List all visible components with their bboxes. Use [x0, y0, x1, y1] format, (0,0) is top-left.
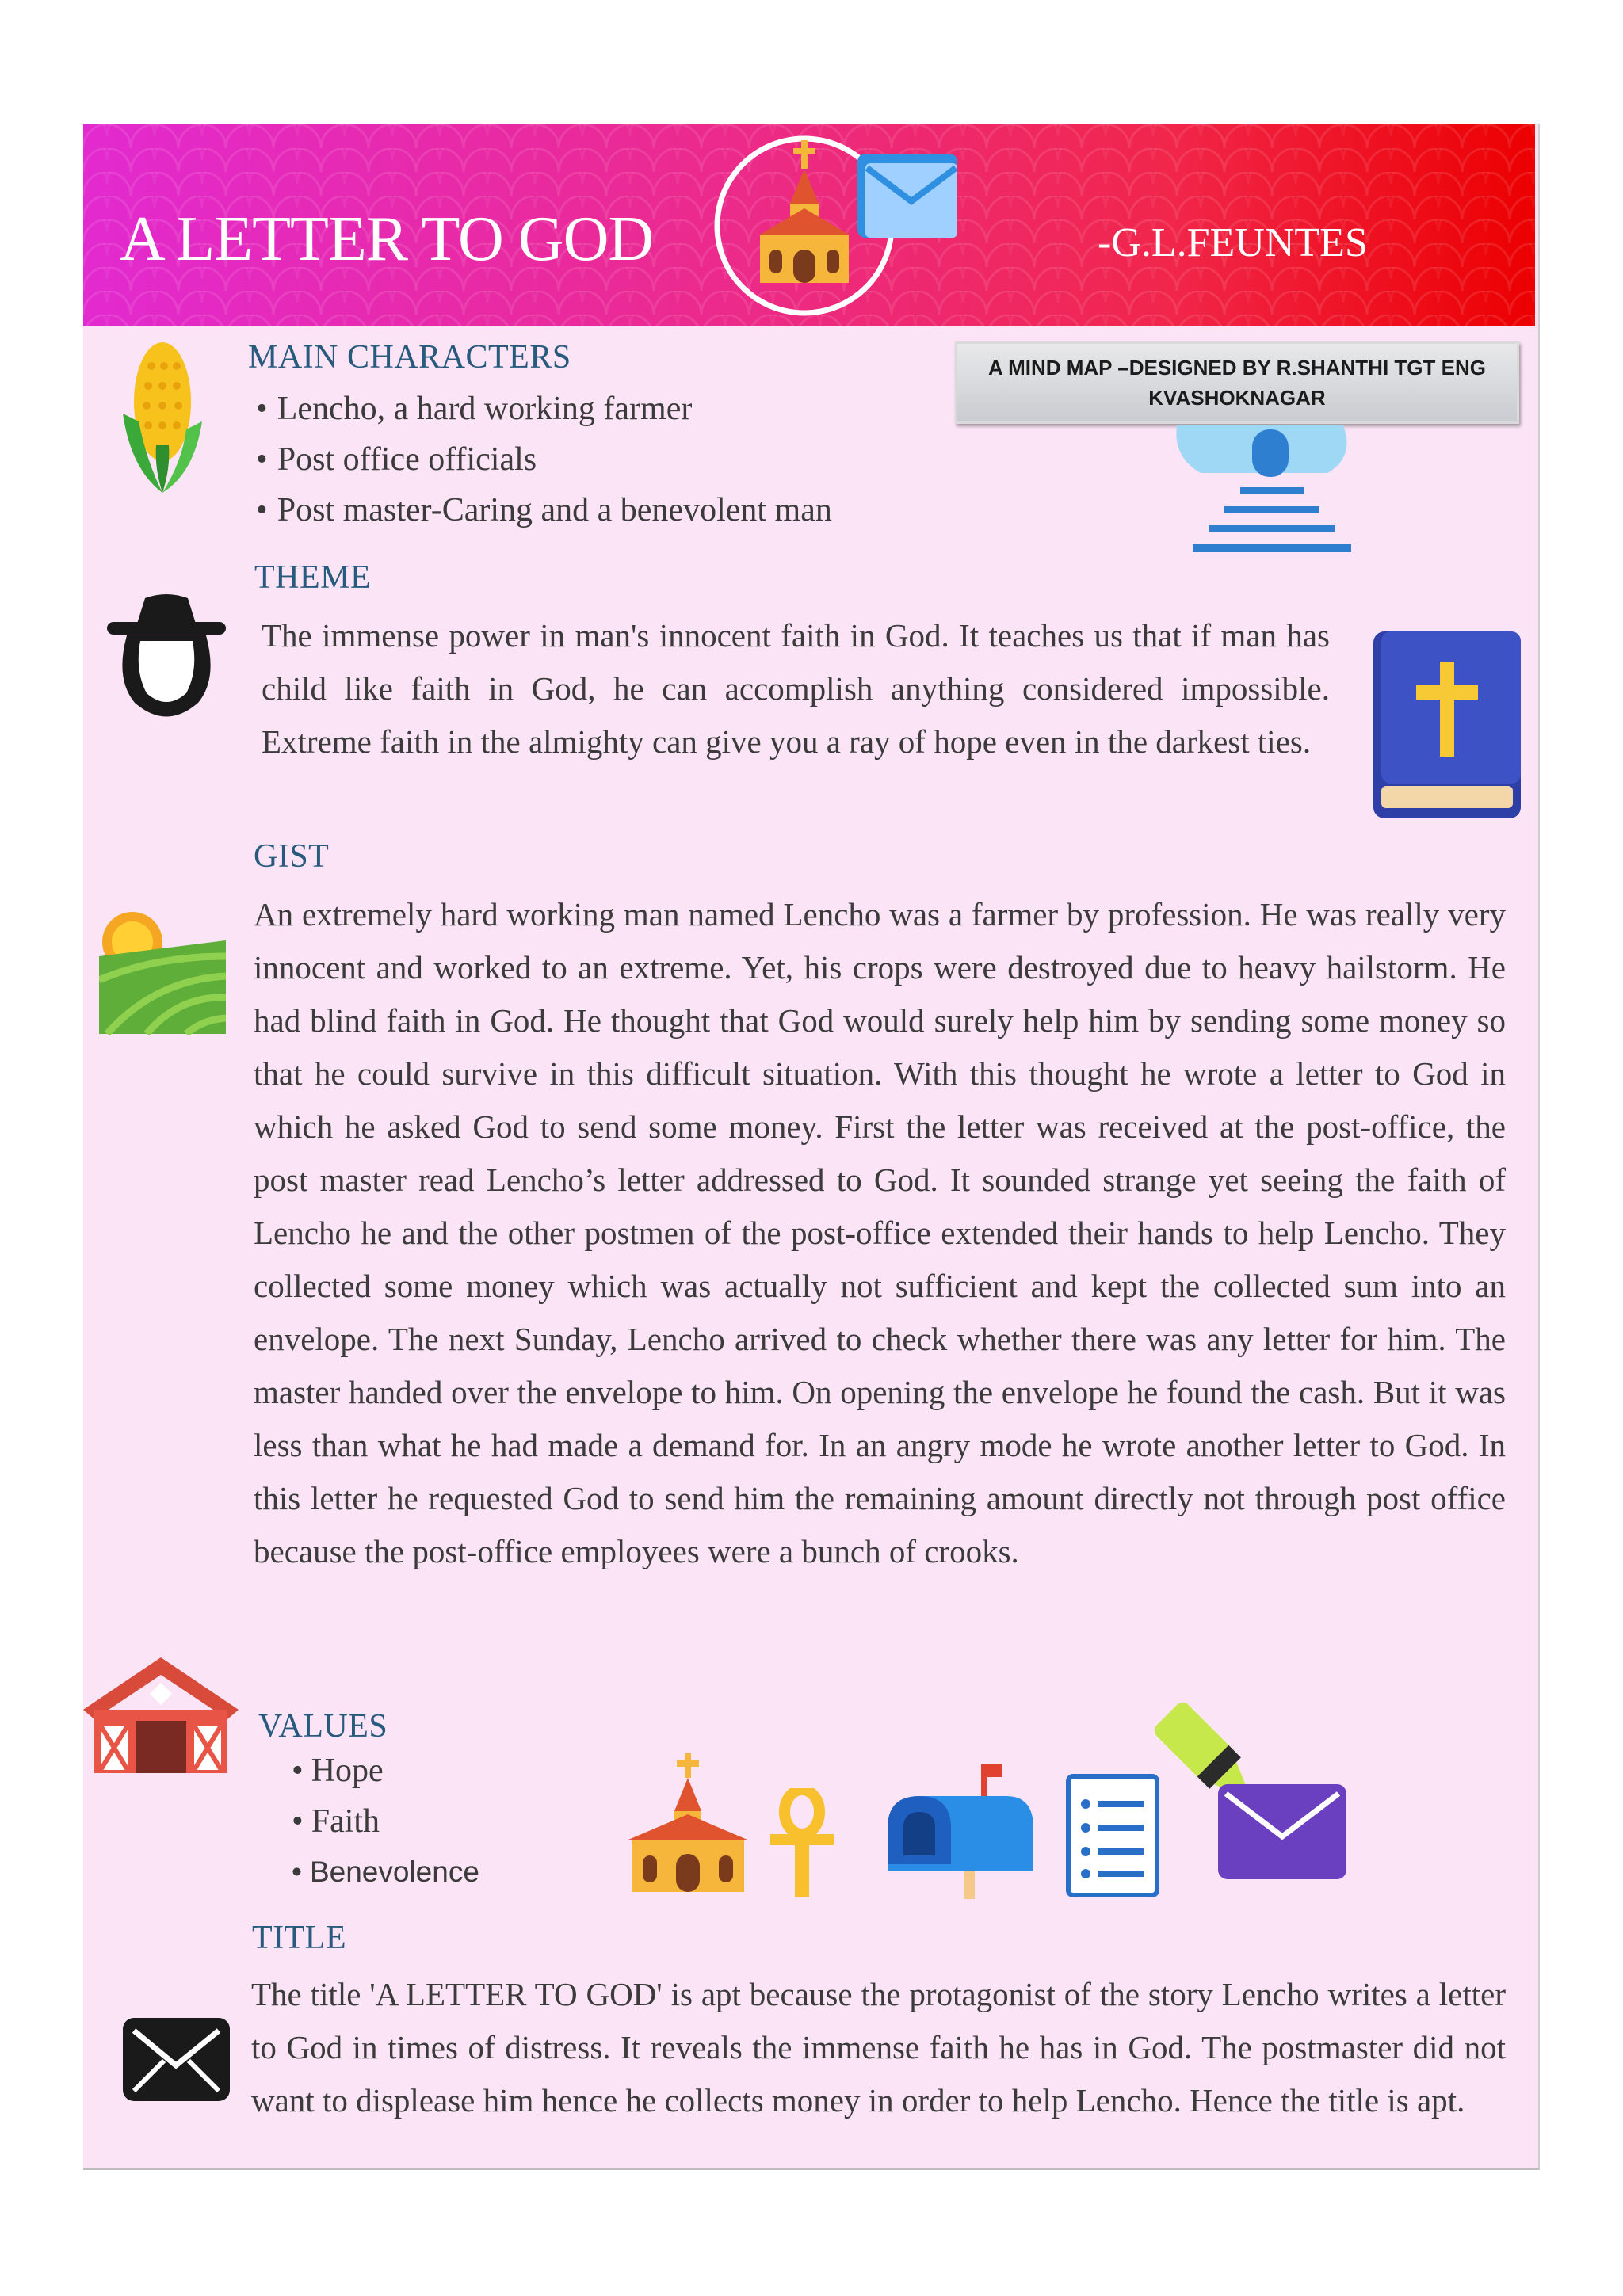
main-characters-heading: MAIN CHARACTERS — [248, 339, 571, 376]
values-heading: VALUES — [258, 1708, 388, 1745]
list-item: • Faith — [292, 1796, 479, 1847]
title-heading: TITLE — [252, 1920, 347, 1956]
main-characters-list — [256, 383, 832, 536]
mind-map-page — [83, 124, 1540, 2170]
list-item: • Post master-Caring and a benevolent man — [256, 485, 832, 536]
title-banner — [83, 124, 1535, 326]
author-name: -G.L.FEUNTES — [1098, 220, 1368, 265]
mail-icon — [1218, 1784, 1346, 1879]
gist-heading: GIST — [254, 838, 330, 875]
bible-icon — [1373, 631, 1521, 822]
corn-icon — [107, 342, 234, 501]
values-list — [292, 1745, 479, 1897]
church-icon — [628, 1753, 747, 1895]
credit-box — [955, 341, 1519, 424]
list-item: • Hope — [292, 1745, 479, 1796]
barn-icon — [83, 1657, 239, 1776]
title-text: The title 'A LETTER TO GOD' is apt because the protagonist of the story Lencho writes a letter to God in times of distress. It reveals the immense faith he has in God. The postmaster did not want to displease him hence he collects money in order to help Lencho. Hence the title is apt. — [251, 1976, 1506, 2119]
list-item: • Benevolence — [292, 1847, 479, 1897]
pulpit-icon — [1169, 425, 1367, 560]
field-sun-icon — [99, 909, 226, 1035]
page-title: A LETTER TO GOD — [120, 204, 654, 274]
envelope-icon — [856, 152, 959, 239]
list-item: • Post office officials — [256, 434, 832, 485]
credit-line-2: KVASHOKNAGAR — [1148, 386, 1326, 410]
theme-heading: THEME — [254, 559, 372, 596]
theme-text: The immense power in man's innocent faith in God. It teaches us that if man has child like faith in God, he can accomplish anything considered impossible. Extreme faith in the almighty can give you a ray of hope even in the darkest ties. — [262, 617, 1330, 760]
mailbox-icon — [888, 1764, 1038, 1899]
gist-text: An extremely hard working man named Lencho was a farmer by profession. He was really very innocent and worked to an extreme. Yet, his crops were destroyed due to heavy hailstorm. He had blind faith in God. He thought that God would surely help him by sending some money so that he could survive in this difficult situation. With this thought he wrote a letter to God in which he asked God to send some money. First the letter was received at the post-office, the post master read Lencho’s letter addressed to God. It sounded strange yet seeing the faith of Lencho he and the other postmen of the post-office extended their hands to help Lencho. They collected some money which was actually not sufficient and kept the collected sum into an envelope. The next Sunday, Lencho arrived to check whether there was any letter for him. The master handed over the envelope to him. On opening the envelope he found the cash. But it was less than what he had made a demand for. In an angry mode he wrote another letter to God. In this letter he requested God to send him the remaining amount directly not through post office because the post-office employees were a bunch of crooks. — [254, 896, 1506, 1569]
credit-line-1: A MIND MAP –DESIGNED BY R.SHANTHI TGT ENG — [988, 356, 1486, 379]
list-item: • Lencho, a hard working farmer — [256, 383, 832, 434]
envelope-icon — [123, 2018, 230, 2101]
ankh-icon — [766, 1788, 838, 1899]
farmer-hat-icon — [99, 592, 234, 727]
